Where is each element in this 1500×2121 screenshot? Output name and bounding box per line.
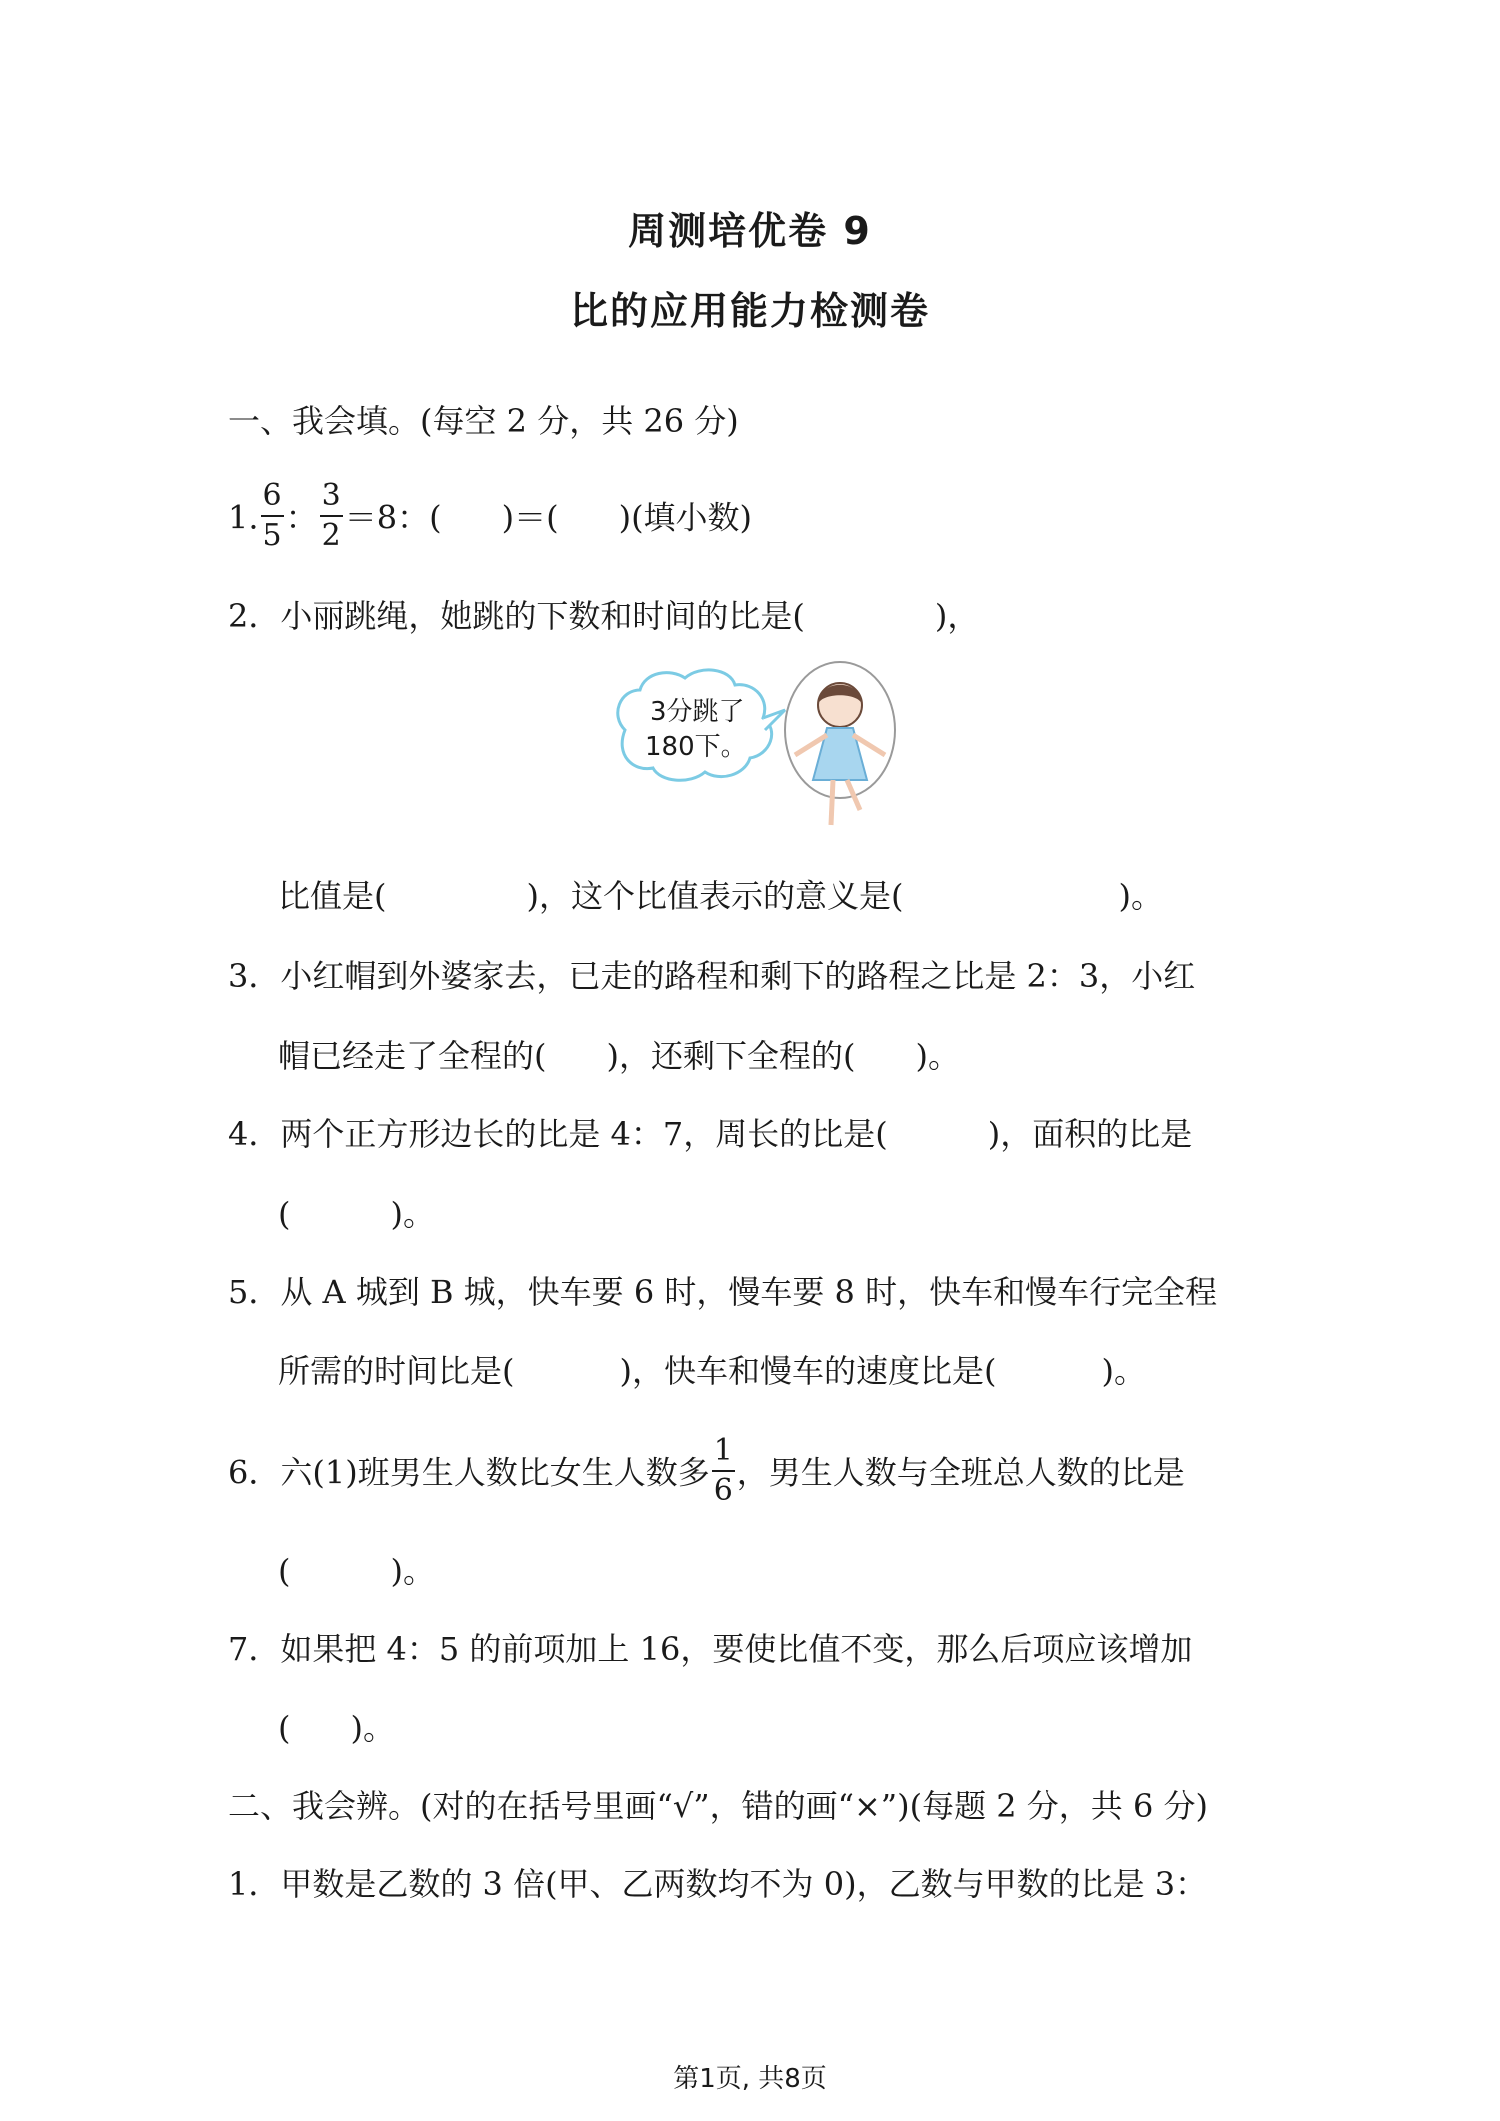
fraction-1-6	[712, 1433, 735, 1508]
question-5-line-1: 5．从 A 城到 B 城，快车要 6 时，慢车要 8 时，快车和慢车行完全程	[228, 1273, 1218, 1311]
question-1	[228, 478, 753, 555]
fraction-numerator: 6	[262, 478, 282, 513]
fraction-numerator: 3	[321, 478, 341, 513]
question-2-line-2	[278, 877, 1163, 915]
q6-text-d: )。	[390, 1552, 435, 1590]
question-2-line-1	[228, 597, 980, 635]
q2-text-a: 2．小丽跳绳，她跳的下数和时间的比是(	[228, 597, 805, 635]
q2-text-b: )，	[934, 597, 980, 635]
fraction-denominator: 2	[321, 518, 341, 553]
question-7-line-1: 7．如果把 4：5 的前项加上 16，要使比值不变，那么后项应该增加	[228, 1630, 1193, 1668]
bubble-tail	[763, 710, 785, 730]
q5-text-a: 所需的时间比是(	[278, 1352, 515, 1390]
q4-text-a: 4．两个正方形边长的比是 4：7，周长的比是(	[228, 1115, 888, 1153]
q3-text-c: )。	[915, 1037, 960, 1075]
q7-text-a: (	[278, 1709, 291, 1747]
fraction-6-5	[261, 478, 284, 553]
fraction-denominator: 5	[262, 518, 282, 553]
question-7-line-2	[278, 1709, 395, 1747]
q1-prefix: 1.	[228, 498, 259, 537]
q5-text-b: )，快车和慢车的速度比是(	[619, 1352, 997, 1390]
fraction-bar	[261, 515, 284, 517]
fraction-bar	[320, 515, 343, 517]
q5-text-c: )。	[1101, 1352, 1146, 1390]
q6-text-b: ，男生人数与全班总人数的比是	[736, 1453, 1185, 1492]
fraction-numerator: 1	[713, 1433, 733, 1468]
section2-question-1: 1．甲数是乙数的 3 倍(甲、乙两数均不为 0)，乙数与甲数的比是 3：	[228, 1865, 1208, 1903]
page-subtitle: 比的应用能力检测卷	[569, 289, 930, 333]
question-6-line-1	[228, 1433, 1185, 1510]
q3-text-b: )，还剩下全程的(	[606, 1037, 856, 1075]
q4-text-d: )。	[390, 1195, 435, 1233]
bubble-text-line-1: 3分跳了	[650, 697, 745, 727]
q4-text-c: (	[278, 1195, 291, 1233]
question-4-line-2	[278, 1195, 435, 1233]
q2-text-c: 比值是(	[278, 877, 387, 915]
question-6-line-2	[278, 1552, 435, 1590]
question-5-line-2	[278, 1352, 1146, 1390]
fraction-3-2	[320, 478, 343, 553]
bubble-text-line-2: 180下。	[645, 732, 747, 762]
girl-leg-left	[831, 780, 833, 825]
q4-text-b: )，面积的比是	[987, 1115, 1193, 1153]
q7-text-b: )。	[350, 1709, 395, 1747]
q1-text-c: )(填小数)	[618, 498, 753, 537]
question-4-line-1	[228, 1115, 1193, 1153]
q3-text-a: 帽已经走了全程的(	[278, 1037, 547, 1075]
q2-text-d: )，这个比值表示的意义是(	[526, 877, 904, 915]
jump-rope-girl-illustration	[605, 660, 905, 860]
q1-text-b: )＝(	[501, 498, 559, 537]
section1-heading: 一、我会填。(每空 2 分，共 26 分)	[228, 402, 739, 440]
question-3-line-1: 3．小红帽到外婆家去，已走的路程和剩下的路程之比是 2：3，小红	[228, 957, 1196, 995]
fraction-denominator: 6	[713, 1473, 733, 1508]
q2-text-e: )。	[1118, 877, 1163, 915]
q6-text-c: (	[278, 1552, 291, 1590]
question-3-line-2	[278, 1037, 960, 1075]
page-number: 第1页, 共8页	[673, 2064, 827, 2094]
fraction-bar	[712, 1470, 735, 1472]
ratio-colon: ：	[285, 498, 318, 537]
q6-text-a: 6．六(1)班男生人数比女生人数多	[228, 1453, 710, 1492]
section2-heading: 二、我会辨。(对的在括号里画“√”，错的画“×”)(每题 2 分，共 6 分)	[228, 1787, 1208, 1825]
q1-text-a: ＝8：(	[344, 498, 442, 537]
page-title: 周测培优卷 9	[628, 209, 872, 253]
